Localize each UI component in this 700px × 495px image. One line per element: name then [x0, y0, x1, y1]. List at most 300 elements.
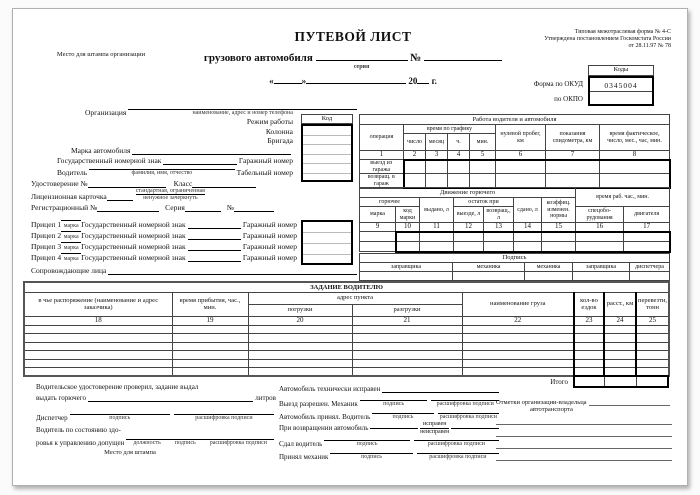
trailer2-garage-label: Гаражный номер [242, 230, 297, 240]
trailer-box-row [303, 233, 351, 244]
total-box [573, 375, 669, 388]
series-caption: серия [353, 64, 370, 70]
empty-cell [604, 342, 636, 351]
empty-cell [624, 242, 670, 252]
empty-cell [600, 160, 670, 174]
task-sub-loading: погрузки [248, 304, 352, 316]
col-number: 15 [542, 223, 576, 232]
fuel-sub-brand: марка [360, 207, 396, 223]
trailer2-make-line [61, 222, 81, 232]
work-row-departure: выезд из гаража [360, 160, 404, 174]
empty-cell [484, 242, 514, 252]
empty-cell [172, 325, 248, 334]
trailer4-plate-label: Государственный номерной знак [81, 252, 186, 262]
col-number: 10 [396, 223, 420, 232]
signature-title: Подпись [360, 254, 670, 263]
empty-cell [546, 160, 600, 174]
work-sub-month: месяц [426, 134, 448, 151]
empty-cell [248, 351, 352, 360]
empty-cell [514, 232, 542, 242]
codes-label: Коды [613, 66, 629, 73]
empty-cell [542, 232, 576, 242]
drv-sign-blank [372, 406, 433, 421]
empty-cell [600, 174, 670, 188]
empty-cell [604, 325, 636, 334]
empty-cell [172, 359, 248, 368]
task-col-trips: кол-во ездок [574, 292, 604, 316]
col-number: 13 [484, 223, 514, 232]
trailer2-plate-line [188, 232, 241, 240]
license-card-row [31, 188, 359, 201]
received-row [279, 448, 501, 461]
license-checked-text: Водительское удостоверение проверил, задание выдал [36, 383, 199, 391]
work-sub-minute: мин. [470, 134, 496, 151]
empty-cell [525, 272, 573, 281]
fuel-issue-row [36, 391, 276, 402]
col-number: 6 [496, 151, 546, 160]
empty-cell [636, 325, 669, 334]
on-return-line [370, 428, 418, 429]
fuel-col-returned: сдано, л [514, 198, 542, 223]
organization-label: Организация [85, 108, 127, 117]
trailer4-label: Прицеп 4 [31, 252, 62, 262]
car-accepted-row [279, 408, 501, 421]
form-subtitle-line [183, 52, 523, 70]
task-col-distance: расст., км [604, 292, 636, 316]
empty-cell [248, 325, 352, 334]
owner-notes-line [496, 425, 672, 437]
form-note-line3: от 28.11.97 № 78 [628, 42, 671, 49]
signature-dispatcher-label: диспетчера [630, 263, 670, 272]
col-number: 17 [624, 223, 670, 232]
fuel-group-worktime: время раб. час., мин. [576, 188, 670, 207]
car-accepted-label: Автомобиль принял. Водитель [279, 413, 371, 421]
empty-cell [630, 272, 670, 281]
total-trips-cell [575, 377, 605, 386]
empty-cell [420, 232, 454, 242]
license-no-label: Удостоверение № [31, 178, 88, 188]
owner-notes-line0 [589, 398, 670, 406]
task-col-tons: перевезти, тонн [636, 292, 669, 316]
tech-ok-row [279, 383, 501, 393]
okpo-label: по ОКПО [554, 95, 583, 103]
empty-cell [352, 342, 462, 351]
empty-cell [462, 325, 574, 334]
trailer4-make [61, 244, 81, 262]
empty-cell [248, 368, 352, 377]
form-date-line [183, 76, 523, 86]
registration-row [31, 201, 359, 212]
task-group-address: адрес пункта [248, 292, 462, 304]
empty-cell [496, 160, 546, 174]
organization-block [31, 104, 359, 275]
tech-ok-line [382, 385, 499, 393]
trailer-box-row [303, 255, 351, 266]
tech-ok-label: Автомобиль технически исправен [279, 385, 381, 393]
series-label: Серия [165, 202, 185, 212]
trailer4-garage-label: Гаражный номер [242, 252, 297, 262]
empty-cell [352, 351, 462, 360]
org-stamp-area [53, 51, 149, 58]
sign-line [330, 446, 412, 454]
task-col-cargo: наименование груза [462, 292, 574, 316]
owner-notes-line [496, 413, 672, 425]
empty-cell [462, 359, 574, 368]
empty-cell [24, 342, 172, 351]
license-card-label: Лицензионная карточка [31, 191, 107, 201]
health-sign-blank [126, 432, 274, 447]
empty-cell [360, 272, 453, 281]
number-blank [424, 54, 502, 61]
empty-cell [448, 174, 470, 188]
trailer-box-row [303, 244, 351, 255]
owner-notes-label2: автотранспорта [530, 406, 573, 413]
license-card-options [136, 188, 205, 201]
owner-notes-row [496, 397, 672, 406]
trailer3-plate-label: Государственный номерной знак [81, 241, 186, 251]
work-col-operation: операция [360, 125, 404, 151]
col-number: 12 [454, 223, 484, 232]
code-row [303, 174, 351, 184]
form-title: ПУТЕВОЙ ЛИСТ [294, 29, 412, 44]
fuel-col-coeff: коэффиц. изменен. нормы [542, 198, 576, 223]
ok-option: исправен [420, 421, 449, 429]
driver-caption: фамилия, имя, отчество [131, 169, 193, 176]
on-return-label: При возвращении автомобиль [279, 424, 369, 432]
col-number: 16 [576, 223, 624, 232]
empty-cell [248, 359, 352, 368]
empty-cell [404, 174, 426, 188]
col-number: 25 [636, 316, 669, 325]
empty-cell [574, 351, 604, 360]
codes-box [588, 76, 654, 106]
empty-cell [462, 342, 574, 351]
empty-cell [542, 242, 576, 252]
trailer4-make-line [61, 244, 81, 254]
registration-no-label: Регистрационный № [31, 202, 98, 212]
series-blank [316, 52, 408, 70]
col-number: 5 [470, 151, 496, 160]
sign-caption: подпись [356, 441, 378, 448]
code-row [303, 136, 351, 146]
fuel-sub-special-equipment: спецобо-рудования [576, 207, 624, 223]
empty-cell [420, 242, 454, 252]
fuel-col-issued: выдано, л [420, 198, 454, 223]
health-line1: Водитель по состоянию здо- [36, 426, 121, 434]
empty-cell [352, 325, 462, 334]
form-approval-note [421, 29, 671, 50]
trailer1-label: Прицеп 1 [31, 219, 62, 229]
code-row [303, 164, 351, 174]
work-col-zero-run: нулевой пробег, км [496, 125, 546, 151]
sign-caption: подпись [392, 414, 414, 421]
task-col-customer: в чье распоряжение (наименование и адрес заказчика) [24, 292, 172, 316]
series-line [316, 54, 408, 61]
work-sub-hour: ч. [448, 134, 470, 151]
no-line [234, 205, 274, 212]
license-card-option1: стандартная, ограниченная [135, 187, 205, 194]
form-note-line1: Типовая межотраслевая форма № 4-С [574, 29, 671, 35]
empty-cell [172, 351, 248, 360]
dispatcher-label: Диспетчер [36, 414, 68, 422]
empty-cell [636, 334, 669, 343]
empty-cell [462, 368, 574, 377]
col-number: 9 [360, 223, 396, 232]
series-line2 [185, 205, 221, 212]
signatures-table [359, 253, 670, 281]
decode-caption: расшифровка подписи [195, 415, 253, 422]
empty-cell [426, 174, 448, 188]
health-captions [126, 440, 274, 447]
departure-allowed-label: Выезд разрешен. Механик [279, 400, 358, 408]
empty-cell [496, 174, 546, 188]
owner-notes-block [496, 397, 672, 461]
fuel-issue-suffix: литров [255, 394, 276, 402]
sign-line [324, 433, 409, 441]
empty-cell [172, 334, 248, 343]
received-decode-blank [417, 446, 499, 461]
signature-fueler-label: заправщика [360, 263, 453, 272]
driver-label: Водитель [57, 167, 88, 177]
code-row [303, 126, 351, 136]
trailer1-plate-line [188, 221, 241, 229]
col-number: 20 [248, 316, 352, 325]
empty-cell [453, 272, 525, 281]
col-number: 2 [404, 151, 426, 160]
empty-cell [404, 160, 426, 174]
fuel-group-fuel: горючее [360, 198, 420, 207]
empty-cell [448, 160, 470, 174]
empty-cell [352, 334, 462, 343]
fuel-sub-engine: двигателя [624, 207, 670, 223]
brigade-label: Бригада [267, 136, 293, 145]
col-number: 8 [600, 151, 670, 160]
organization-caption: наименование, адрес и номер телефона [192, 110, 293, 117]
task-sub-unloading: разгрузки [352, 304, 462, 316]
empty-cell [360, 232, 396, 242]
decode-caption: расшифровка подписи [436, 401, 494, 408]
no-label: № [226, 202, 234, 212]
fuel-issue-prefix: выдать горючего [36, 394, 86, 402]
empty-cell [576, 242, 624, 252]
signature-mechanic-label: механика [453, 263, 525, 272]
dispatcher-block [36, 383, 276, 456]
license-card-option2: ненужное зачеркнуть [143, 194, 198, 201]
empty-cell [24, 325, 172, 334]
decode-caption: расшифровка подписи [427, 441, 485, 448]
mechanic-block [279, 383, 501, 461]
fuel-movement-table [359, 187, 671, 253]
year-blank [417, 77, 429, 84]
trailer-make-caption: марка [63, 255, 79, 262]
owner-notes-line [496, 437, 672, 449]
year-suffix: г. [431, 76, 437, 86]
code-column-header [301, 114, 353, 124]
okud-label: Форма по ОКУД [533, 80, 583, 88]
driver-blank [89, 162, 235, 177]
work-col-actual-time: время фактическое, число, мес., час, мин. [600, 125, 670, 151]
col-number: 21 [352, 316, 462, 325]
col-number: 11 [420, 223, 454, 232]
code-values-box [301, 124, 353, 182]
quote-close: » [301, 76, 307, 86]
escort-line [108, 267, 357, 275]
trailer-make-caption: марка [63, 222, 79, 229]
work-sub-day: число [404, 134, 426, 151]
trailer2-label: Прицеп 2 [31, 230, 62, 240]
car-make-line [132, 147, 291, 155]
sign-caption: подпись [383, 401, 405, 408]
dispatcher-decode-blank [174, 407, 274, 422]
driver-vehicle-work-table [359, 114, 671, 189]
not-ok-option: неисправен [420, 428, 450, 435]
empty-cell [636, 342, 669, 351]
personnel-no-label: Табельный номер [236, 167, 293, 177]
empty-cell [574, 359, 604, 368]
waybill-form-page [12, 8, 688, 486]
decode-caption: расшифровка подписи [429, 454, 487, 461]
class-label: Класс [173, 178, 193, 188]
empty-cell [396, 232, 420, 242]
empty-cell [573, 272, 630, 281]
fuel-sub-departure: выезде, л [454, 207, 484, 223]
fuel-sub-brand-code: код марки [396, 207, 420, 223]
fuel-issue-line [88, 394, 253, 402]
driver-task-table [23, 281, 670, 377]
owner-notes-line [496, 449, 672, 461]
driver-line [89, 162, 235, 170]
empty-cell [604, 359, 636, 368]
trailer1-garage-label: Гаражный номер [242, 219, 297, 229]
col-number: 3 [426, 151, 448, 160]
class-line [192, 181, 256, 188]
col-number: 18 [24, 316, 172, 325]
license-no-line [88, 181, 166, 188]
total-label: Итого [550, 378, 568, 386]
code-label: Код [321, 115, 333, 122]
empty-cell [248, 342, 352, 351]
garage-no-label: Гаражный номер [238, 155, 293, 165]
trailer3-plate-line [188, 243, 241, 251]
sign-caption: подпись [361, 454, 382, 461]
org-stamp-note: Место для штампа организации [56, 51, 146, 58]
empty-cell [24, 359, 172, 368]
license-card-line [107, 194, 133, 201]
received-label: Принял механик [279, 453, 329, 461]
empty-cell [604, 334, 636, 343]
sign-line [70, 407, 170, 415]
empty-cell [546, 174, 600, 188]
col-number: 23 [574, 316, 604, 325]
trailer3-make-line [61, 233, 81, 243]
received-sign-blank [330, 446, 412, 461]
empty-cell [574, 342, 604, 351]
car-make-label: Марка автомобиля [71, 146, 131, 155]
empty-cell [636, 351, 669, 360]
fuel-group-remainder: остаток при [454, 198, 514, 207]
empty-cell [352, 359, 462, 368]
work-group-schedule: время по графику [404, 125, 496, 134]
empty-cell [360, 242, 396, 252]
trailer1-plate-label: Государственный номерной знак [81, 219, 186, 229]
empty-cell [396, 242, 420, 252]
task-table-title: ЗАДАНИЕ ВОДИТЕЛЮ [24, 282, 669, 292]
empty-cell [604, 351, 636, 360]
quote-open: « [269, 76, 274, 86]
empty-cell [462, 351, 574, 360]
empty-cell [24, 351, 172, 360]
empty-cell [24, 368, 172, 377]
escort-label: Сопровождающие лица [31, 265, 107, 275]
empty-cell [352, 368, 462, 377]
sign-caption: подпись [109, 415, 131, 422]
fuel-table-title: Движение горючего [360, 188, 576, 198]
empty-cell [172, 342, 248, 351]
col-number: 24 [604, 316, 636, 325]
total-tons-cell [637, 377, 667, 386]
codes-header-cell [588, 65, 654, 76]
month-blank [306, 77, 406, 84]
empty-cell [426, 160, 448, 174]
column-label: Колонна [265, 126, 293, 136]
decode-caption: расшифровка подписи [439, 414, 497, 421]
trailer2-plate-label: Государственный номерной знак [81, 230, 186, 240]
empty-cell [514, 242, 542, 252]
empty-cell [470, 160, 496, 174]
col-number: 22 [462, 316, 574, 325]
trailer3-garage-label: Гаражный номер [242, 241, 297, 251]
code-row [303, 145, 351, 155]
owner-notes-label1: Отметки организации-владельца [496, 399, 587, 406]
handed-label: Сдал водитель [279, 440, 323, 448]
signature-mechanic-label: механика [525, 263, 573, 272]
col-number: 4 [448, 151, 470, 160]
health-row [36, 434, 276, 447]
total-distance-cell [605, 377, 637, 386]
code-row [303, 155, 351, 165]
okud-value-cell: 0345004 [590, 78, 652, 92]
dispatcher-sign-blank [70, 407, 170, 422]
sign-line [360, 393, 428, 401]
task-col-arrival: время прибытия, час., мин. [172, 292, 248, 316]
empty-cell [470, 174, 496, 188]
subtitle-text: грузового автомобиля [203, 52, 313, 64]
year-prefix: 20 [408, 76, 418, 86]
empty-cell [462, 334, 574, 343]
bottom-stamp-note: Место для штампа [104, 449, 156, 456]
trailer3-label: Прицеп 3 [31, 241, 62, 251]
work-col-speedometer: показания спидометра, км [546, 125, 600, 151]
empty-cell [248, 334, 352, 343]
dispatcher-sign-row [36, 408, 276, 422]
registration-line [97, 205, 159, 212]
trailer1-make-line [61, 214, 81, 221]
empty-cell [636, 359, 669, 368]
decode-caption: расшифровка подписи [209, 440, 267, 447]
form-note-line2: Утверждена постановлением Госкомстата России [544, 35, 671, 42]
empty-cell [454, 232, 484, 242]
fuel-sub-return: возвращ., л [484, 207, 514, 223]
health-line2: ровья к управлению допущен [36, 439, 125, 447]
trailer-make-caption: марка [63, 233, 79, 240]
drv-decode-blank [438, 406, 499, 421]
position-caption: должность [133, 440, 161, 447]
on-return-line2 [451, 428, 499, 429]
empty-cell [574, 334, 604, 343]
empty-cell [574, 325, 604, 334]
empty-cell [624, 232, 670, 242]
trailer-garage-box [301, 220, 353, 265]
